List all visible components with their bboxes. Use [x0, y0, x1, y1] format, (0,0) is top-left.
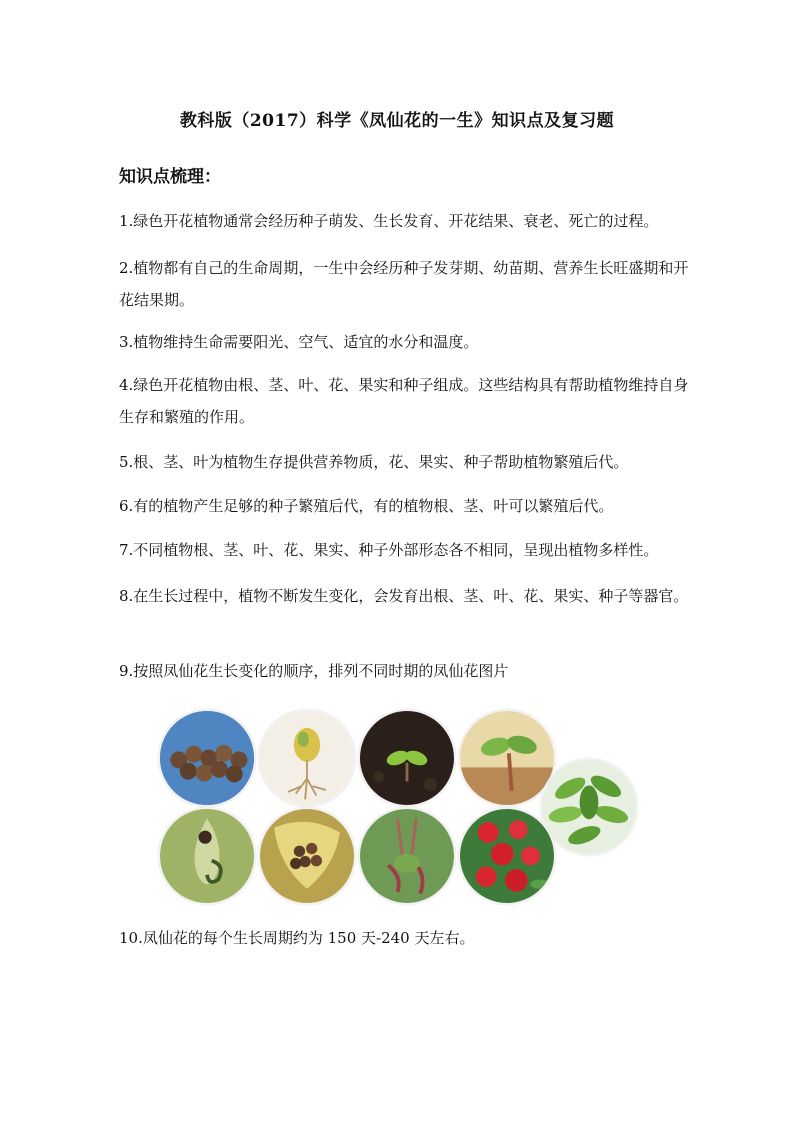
point-7: 7.不同植物根、茎、叶、花、果实、种子外部形态各不相同，呈现出植物多样性。 — [119, 541, 659, 559]
point-8: 8.在生长过程中，植物不断发生变化，会发育出根、茎、叶、花、果实、种子等器官。 — [119, 587, 689, 605]
point-4: 4.绿色开花植物由根、茎、叶、花、果实和种子组成。这些结构具有帮助植物维持自身生存和繁殖的作用。 — [119, 376, 689, 426]
point-3: 3.植物维持生命需要阳光、空气、适宜的水分和温度。 — [119, 333, 479, 351]
leafy-plant-photo — [540, 758, 638, 856]
seedling-in-soil-photo — [358, 709, 456, 807]
seeds-photo — [158, 709, 256, 807]
point-1: 1.绿色开花植物通常会经历种子萌发、生长发育、开花结果、衰老、死亡的过程。 — [119, 212, 659, 230]
young-plant-illustration — [460, 711, 554, 805]
seed-pod-closeup-photo — [158, 807, 256, 905]
red-flowers-photo — [458, 807, 556, 905]
seedling-illustration — [360, 711, 454, 805]
section-heading: 知识点梳理： — [119, 167, 221, 187]
seeds-illustration — [160, 711, 254, 805]
point-5: 5.根、茎、叶为植物生存提供营养物质，花、果实、种子帮助植物繁殖后代。 — [119, 453, 629, 471]
point-10: 10.凤仙花的每个生长周期约为 150 天-240 天左右。 — [119, 929, 475, 947]
seed-pod-illustration — [160, 809, 254, 903]
growth-stages-figure — [155, 708, 640, 903]
flower-bud-illustration — [360, 809, 454, 903]
leafy-plant-illustration — [542, 760, 636, 854]
germinating-seed-photo — [258, 709, 356, 807]
point-2: 2.植物都有自己的生命周期，一生中会经历种子发芽期、幼苗期、营养生长旺盛期和开花结果期。 — [119, 259, 689, 309]
red-flowers-illustration — [460, 809, 554, 903]
open-pod-illustration — [260, 809, 354, 903]
flower-bud-photo — [358, 807, 456, 905]
document-title: 教科版（2017）科学《凤仙花的一生》知识点及复习题 — [179, 111, 615, 131]
point-9: 9.按照凤仙花生长变化的顺序，排列不同时期的凤仙花图片 — [119, 662, 509, 680]
open-pod-seeds-photo — [258, 807, 356, 905]
point-6: 6.有的植物产生足够的种子繁殖后代，有的植物根、茎、叶可以繁殖后代。 — [119, 497, 614, 515]
germinating-seed-illustration — [260, 711, 354, 805]
